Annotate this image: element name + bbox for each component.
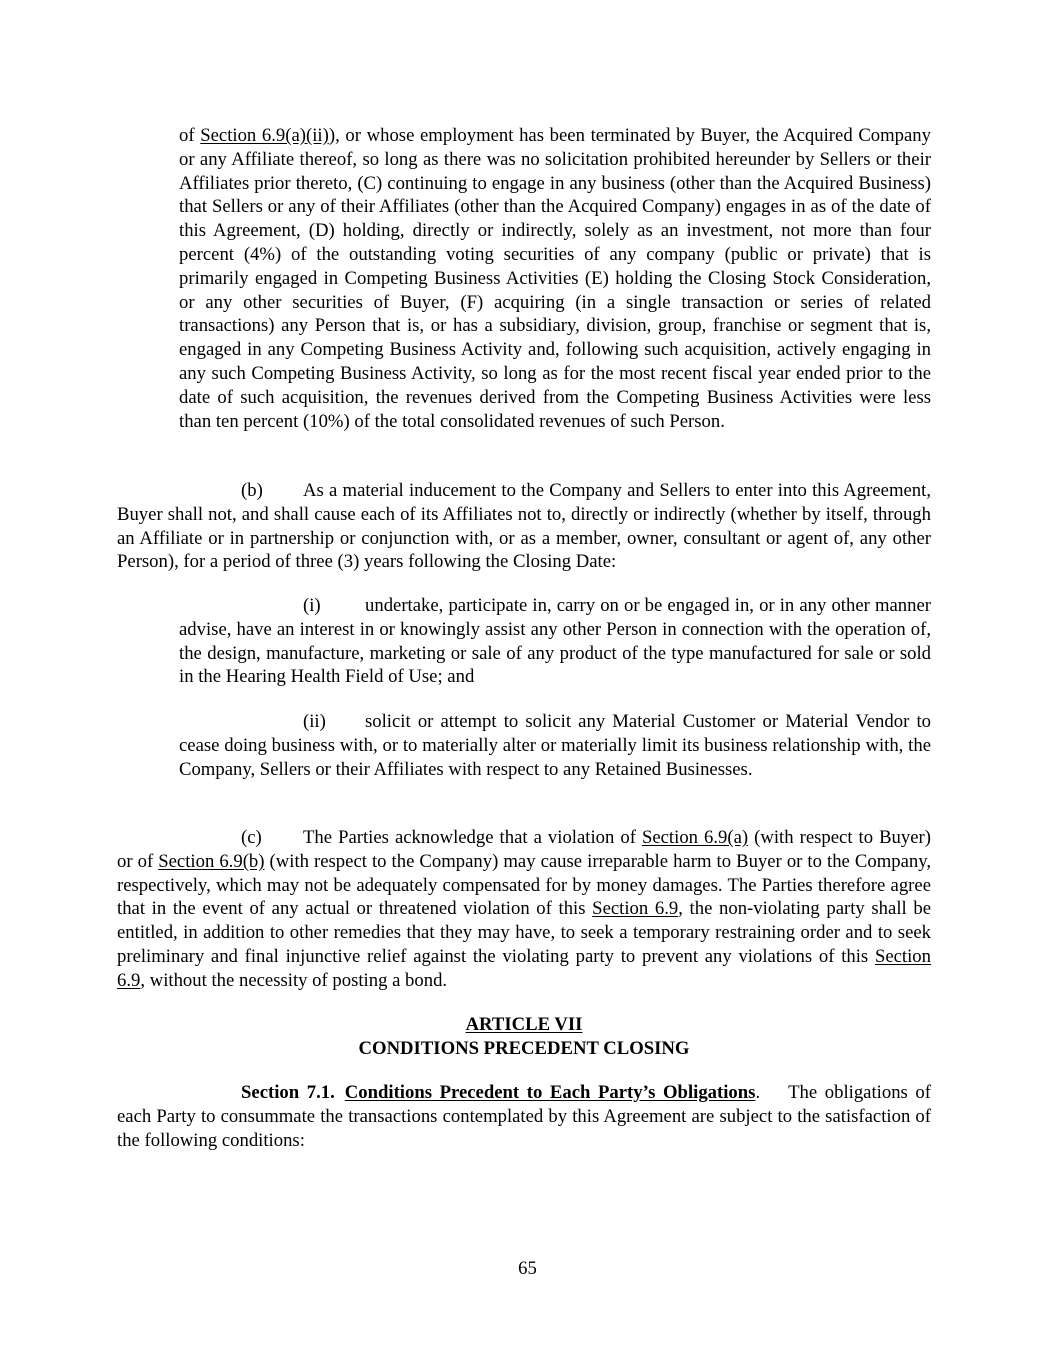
text: (with respect to the Company) may cause irreparable harm to Buyer or to the Company, respectively, which may not be adequately compensated for by money damages. The Parties therefore agree that in the event of any actual or threatened violation of this — [117, 850, 932, 920]
text: of — [179, 125, 201, 146]
text: ), or whose employment has been terminated by Buyer, the Acquired Company or any Affiliate thereof, so long as there was no solicitation prohibited hereunder by Sellers or their Affiliates prior thereto, (C) continuing to engage in any business (other than the Acquired Business) that Sellers or any of their Affiliates (other than the Acquired Company) engages in as of the date of this Agreement, (D) holding, directly or indirectly, solely as an investment, not more than four percent (4%) of the outstanding voting securities of any company (public or private) that is primarily engaged in Competing Business Activities (E) holding the Closing Stock Consideration, or any other securities of Buyer, (F) acquiring (in a single transaction or series of related transactions) any Person that is, or has a subsidiary, division, group, franchise or segment that is, engaged in any Competing Business Activity and, following such acquisition, actively engaging in any such Competing Business Activity, so long as for the most recent fiscal year ended prior to the date of such acquisition, the revenues derived from the Competing Business Activities were less than ten percent (10%) of the total consolidated revenues of such Person. — [179, 125, 931, 432]
page-number: 65 — [518, 1258, 537, 1279]
text: (with respect to Buyer) or of — [117, 827, 931, 872]
text: , the non-violating party shall be entitled, in addition to other remedies that they may have, to seek a temporary restraining order and to seek preliminary and final injunctive relief against the violating party to prevent any violations of this — [117, 898, 931, 967]
article-title: CONDITIONS PRECEDENT CLOSING — [358, 1038, 690, 1059]
paragraph-label: (i) — [303, 595, 321, 616]
article-number: ARTICLE VII — [465, 1014, 583, 1035]
section-number: Section 7.1. — [241, 1082, 335, 1103]
paragraph-text: solicit or attempt to solicit any Material Customer or Material Vendor to cease doing business with, or to materially alter or materially limit its business relationship with, the Company, Sellers or their Affiliates with respect to any Retained Businesses. — [179, 711, 931, 780]
section-heading-period: . — [755, 1082, 761, 1103]
section-text: The obligations of each Party to consummate the transactions contemplated by this Agreement are subject to the satisfaction of the following conditions: — [117, 1082, 931, 1151]
section-reference: Section 6.9 — [592, 898, 679, 920]
section-heading: Conditions Precedent to Each Party’s Obligations — [344, 1082, 756, 1103]
section-reference: Section 6.9(a) — [641, 827, 749, 848]
section-reference: Section 6.9(a)(ii) — [200, 125, 329, 146]
paragraph-label: (b) — [241, 480, 263, 501]
text: The Parties acknowledge that a violation of — [303, 827, 642, 848]
paragraph-b-ii — [179, 710, 931, 781]
section-reference: Section 6.9 — [117, 945, 931, 991]
paragraph-c — [117, 826, 931, 993]
paragraph-label: (c) — [241, 827, 262, 848]
paragraph-b — [117, 479, 931, 574]
continuation-paragraph — [179, 124, 931, 433]
text: , without the necessity of posting a bond. — [140, 969, 448, 991]
section-reference: Section 6.9(b) — [158, 850, 265, 872]
paragraph-text: undertake, participate in, carry on or be engaged in, or in any other manner advise, have an interest in or knowingly assist any other Person in connection with the operation of, the design, manufacture, marketing or sale of any product of the type manufactured for sale or sold in the Hearing Health Field of Use; and — [179, 595, 931, 688]
paragraph-label: (ii) — [303, 711, 326, 732]
section-7-1 — [117, 1081, 931, 1152]
paragraph-b-i — [179, 594, 931, 689]
paragraph-text: As a material inducement to the Company and Sellers to enter into this Agreement, Buyer shall not, and shall cause each of its Affiliates not to, directly or indirectly (whether by itself, through an Affiliate or in partnership or conjunction with, or as a member, owner, consultant or agent of, any other Person), for a period of three (3) years following the Closing Date: — [117, 480, 931, 573]
